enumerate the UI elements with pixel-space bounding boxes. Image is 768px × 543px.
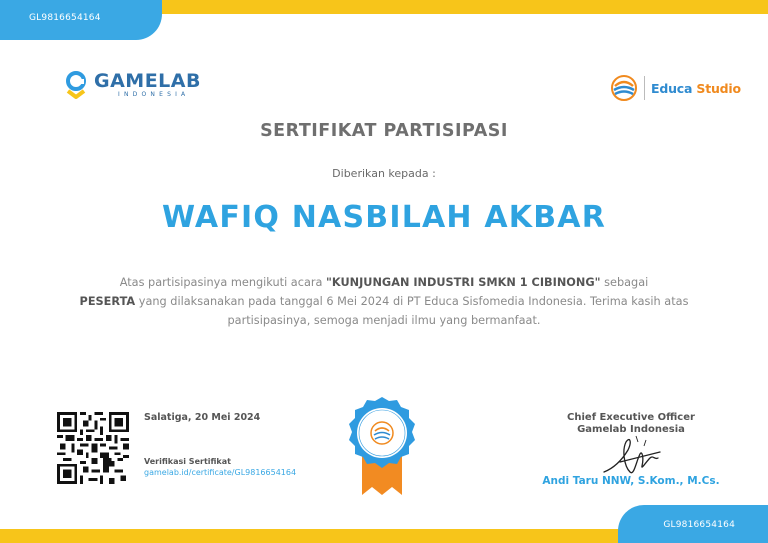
verification-link[interactable]: gamelab.id/certificate/GL9816654164 [144, 468, 297, 477]
gamelab-name: GAMELAB [94, 70, 201, 92]
educa-logo-icon [609, 74, 639, 102]
place-date: Salatiga, 20 Mei 2024 [144, 412, 261, 423]
participant-role: PESERTA [79, 295, 136, 308]
certificate-id-bottom: GL9816654164 [663, 520, 735, 530]
given-to-label: Diberikan kepada : [332, 167, 436, 180]
certificate-body [60, 273, 708, 330]
signatory-title-line-2: Gamelab Indonesia [577, 424, 685, 435]
gamelab-logo-icon [64, 71, 88, 99]
signature-image [600, 432, 670, 480]
educa-name-part: Educa [651, 80, 693, 96]
educa-name [651, 81, 741, 96]
body-text-part: sebagai [600, 276, 649, 289]
qr-code[interactable] [57, 412, 129, 484]
certificate-title: SERTIFIKAT PARTISIPASI [260, 121, 508, 141]
award-badge-icon [344, 395, 420, 499]
certificate-id-top: GL9816654164 [29, 13, 101, 23]
educa-logo-divider [644, 76, 645, 100]
studio-name-part: Studio [696, 80, 741, 96]
event-name: "KUNJUNGAN INDUSTRI SMKN 1 CIBINONG" [326, 276, 601, 289]
educa-studio-logo [609, 74, 741, 102]
signatory-title-line-1: Chief Executive Officer [567, 412, 695, 423]
recipient-name: WAFIQ NASBILAH AKBAR [161, 200, 607, 235]
body-text-part: Atas partisipasinya mengikuti acara [119, 276, 327, 289]
body-text-part: yang dilaksanakan pada tanggal 6 Mei 2024 di PT Educa Sisfomedia Indonesia. Terima kasih atas partisipasinya, semoga menjadi ilmu yang bermanfaat. [135, 295, 689, 327]
gamelab-subtitle: INDONESIA [118, 91, 190, 98]
gamelab-logo [64, 71, 201, 99]
signatory-name: Andi Taru NNW, S.Kom., M.Cs. [542, 475, 720, 487]
verification-label: Verifikasi Sertifikat [144, 457, 231, 466]
